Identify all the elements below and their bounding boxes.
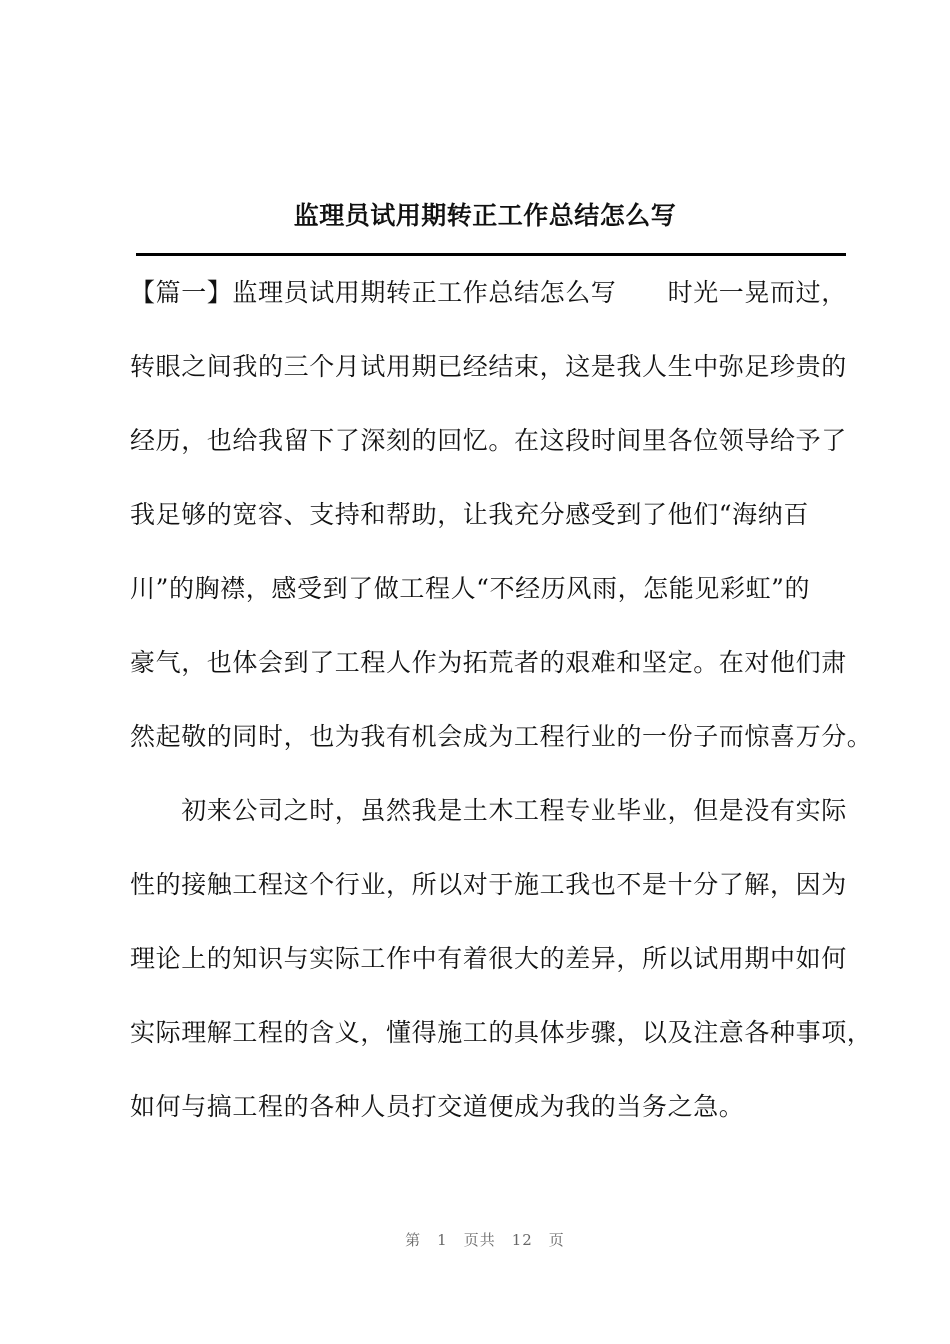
page-number-footer: 第 1 页共 12 页 [405,1231,565,1249]
body-line-5: 川”的胸襟，感受到了做工程人“不经历风雨，怎能见彩虹”的 [130,574,811,603]
body-line-2: 转眼之间我的三个月试用期已经结束，这是我人生中弥足珍贵的 [130,352,847,381]
body-line-4: 我足够的宽容、支持和帮助，让我充分感受到了他们“海纳百 [130,500,809,529]
title-divider [136,253,846,256]
body-line-9: 性的接触工程这个行业，所以对于施工我也不是十分了解，因为 [130,870,847,899]
body-line-8: 初来公司之时，虽然我是土木工程专业毕业，但是没有实际 [130,796,847,825]
body-line-12: 如何与搞工程的各种人员打交道便成为我的当务之急。 [130,1092,745,1121]
body-line-7: 然起敬的同时，也为我有机会成为工程行业的一份子而惊喜万分。 [130,722,873,751]
body-line-6: 豪气，也体会到了工程人作为拓荒者的艰难和坚定。在对他们肃 [130,648,847,677]
document-title: 监理员试用期转正工作总结怎么写 [293,201,677,230]
body-line-11: 实际理解工程的含义，懂得施工的具体步骤，以及注意各种事项， [130,1018,873,1047]
body-line-10: 理论上的知识与实际工作中有着很大的差异，所以试用期中如何 [130,944,847,973]
body-line-1: 【篇一】监理员试用期转正工作总结怎么写 时光一晃而过， [130,278,847,307]
body-line-3: 经历，也给我留下了深刻的回忆。在这段时间里各位领导给予了 [130,426,847,455]
